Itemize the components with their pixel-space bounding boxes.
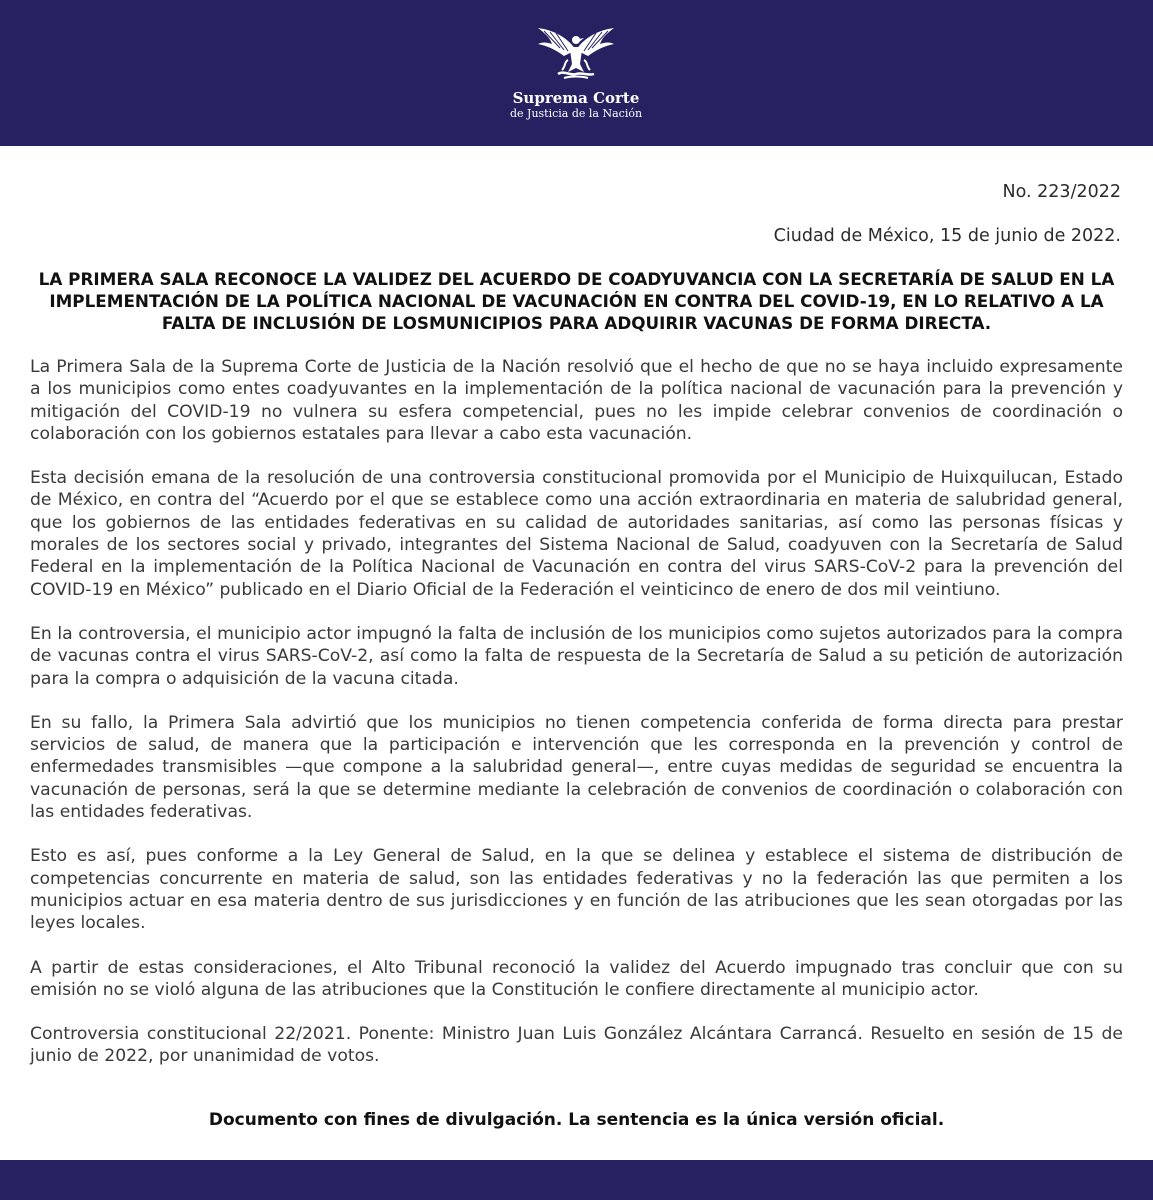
paragraph-4: En su fallo, la Primera Sala advirtió que los municipios no tienen competencia conferida de forma directa para prestar servicios de salud, de manera que la participación e intervención que les corresponda en la prevención y control de enfermedades transmisibles —que compone a la salubridad general—, entre cuyas medidas de seguridad se encuentra la vacunación de personas, será la que se determine mediante la celebración de convenios de coordinación o colaboración con las entidades federativas. (30, 712, 1123, 823)
press-release-date: Ciudad de México, 15 de junio de 2022. (773, 226, 1121, 246)
eagle-emblem-icon (534, 20, 618, 84)
paragraph-7: Controversia constitucional 22/2021. Ponente: Ministro Juan Luis González Alcántara Carrancá. Resuelto en sesión de 15 de junio de 2022, por unanimidad de votos. (30, 1024, 1123, 1067)
disclaimer: Documento con fines de divulgación. La sentencia es la única versión oficial. (208, 1110, 945, 1130)
body-text (30, 356, 1123, 1090)
paragraph-5: Esto es así, pues conforme a la Ley General de Salud, en la que se delinea y establece el sistema de distribución de competencias concurrente en materia de salud, son las entidades federativas y no la federación las que permiten a los municipios actuar en esa materia dentro de sus jurisdicciones y en función de las atribuciones que les sean otorgadas por las leyes locales. (30, 846, 1123, 934)
paragraph-1: La Primera Sala de la Suprema Corte de Justicia de la Nación resolvió que el hecho de que no se haya incluido expresamente a los municipios como entes coadyuvantes en la implementación de la política nacional de vacunación para la prevención y mitigación del COVID-19 no vulnera su esfera competencial, pues no les impide celebrar convenios de coordinación o colaboración con los gobiernos estatales para llevar a cabo esta vacunación. (30, 357, 1123, 444)
headline: LA PRIMERA SALA RECONOCE LA VALIDEZ DEL ACUERDO DE COADYUVANCIA CON LA SECRETARÍA DE SALUD EN LA IMPLEMENTACIÓN DE LA POLÍTICA NACIONAL DE VACUNACIÓN EN CONTRA DEL COVID-19, EN LO RELATIVO A LA FALTA DE INCLUSIÓN DE LOSMUNICIPIOS PARA ADQUIRIR VACUNAS DE FORMA DIRECTA. (38, 269, 1115, 333)
paragraph-6: A partir de estas consideraciones, el Alto Tribunal reconoció la validez del Acuerdo impugnado tras concluir que con su emisión no se violó alguna de las atribuciones que la Constitución le confiere directamente al municipio actor. (30, 957, 1123, 1000)
header-banner (0, 0, 1153, 146)
paragraph-2: Esta decisión emana de la resolución de una controversia constitucional promovida por el Municipio de Huixquilucan, Estado de México, en contra del “Acuerdo por el que se establece como una acción extraordinaria en materia de salubridad general, que los gobiernos de las entidades federativas en su calidad de autoridades sanitarias, así como las personas físicas y morales de los sectores social y privado, integrantes del Sistema Nacional de Salud, coadyuven con la Secretaría de Salud Federal en la implementación de la Política Nacional de Vacunación en contra del virus SARS-CoV-2 para la prevención del COVID-19 en México” publicado en el Diario Oficial de la Federación el veinticinco de enero de dos mil veintiuno. (30, 468, 1123, 600)
scjn-logo (510, 20, 642, 130)
logo-subtitle: de Justicia de la Nación (510, 107, 643, 120)
paragraph-3: En la controversia, el municipio actor impugnó la falta de inclusión de los municipios como sujetos autorizados para la compra de vacunas contra el virus SARS-CoV-2, así como la falta de respuesta de la Secretaría de Salud a su petición de autorización para la compra o adquisición de la vacuna citada. (30, 623, 1123, 689)
logo-title: Suprema Corte (512, 89, 640, 107)
footer-banner (0, 1160, 1153, 1200)
press-release-number: No. 223/2022 (1002, 182, 1121, 202)
